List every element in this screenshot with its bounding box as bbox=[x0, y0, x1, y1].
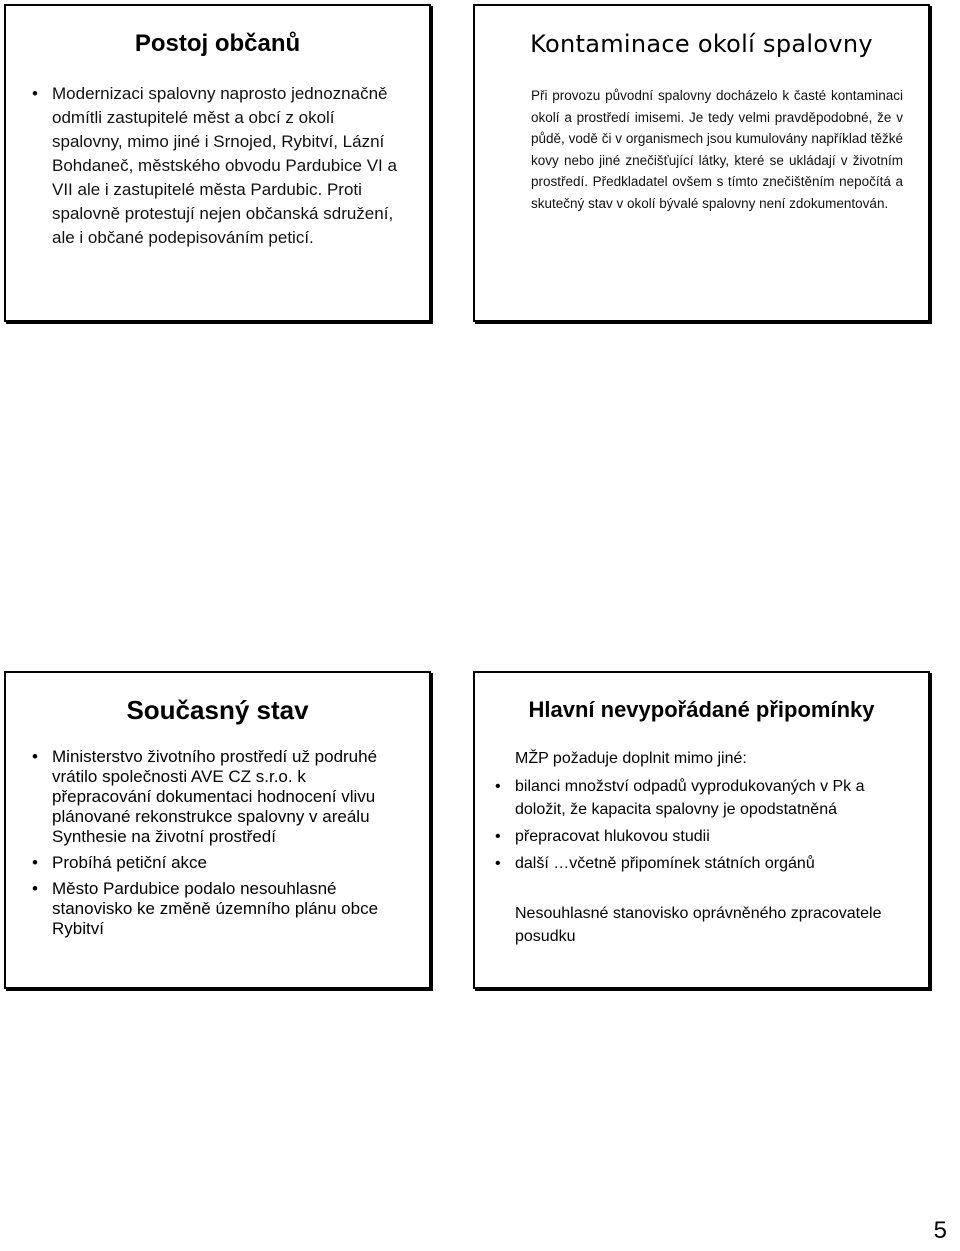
bullet-list bbox=[491, 775, 891, 879]
slide-title: Hlavní nevypořádané připomínky bbox=[528, 697, 875, 722]
bullet-list bbox=[28, 747, 408, 945]
slide-title: Současný stav bbox=[126, 695, 309, 725]
bullet-item: • Město Pardubice podalo nesouhlasné stanovisko ke změně územního plánu obce Rybitví bbox=[28, 879, 408, 939]
bullet-item: • Modernizaci spalovny naprosto jednoznačně odmítli zastupitelé měst a obcí z okolí spalovny, mimo jiné i Srnojed, Rybitví, Lázní Bohdaneč, městského obvodu Pardubice VI a VII ale i zastupitelé města Pardubic. Proti spalovně protestují nejen občanská sdružení, ale i občané podepisováním peticí. bbox=[28, 82, 408, 250]
bullet-item: • bilanci množství odpadů vyprodukovaných v Pk a doložit, že kapacita spalovny je opodstatněná bbox=[491, 775, 891, 821]
bullet-item: • Ministerstvo životního prostředí už podruhé vrátilo společnosti AVE CZ s.r.o. k přepracování dokumentaci hodnocení vlivu plánované rekonstrukce spalovny v areálu Synthesie na životní prostředí bbox=[28, 747, 408, 847]
slide-kontaminace bbox=[473, 4, 930, 322]
body-paragraph: Při provozu původní spalovny docházelo k časté kontaminaci okolí a prostředí imisemi. Je tedy velmi pravděpodobné, že v půdě, vodě či v organismech jsou kumulovány například těžké kovy nebo jiné znečišťující látky, které se ukládají v životním prostředí. Předkladatel ovšem s tímto znečištěním nepočítá a skutečný stav v okolí bývalé spalovny není zdokumentován. bbox=[531, 88, 903, 211]
lead-text: MŽP požaduje doplnit mimo jiné: bbox=[515, 750, 747, 767]
slide-title: Kontaminace okolí spalovny bbox=[530, 30, 873, 58]
slide-title: Postoj občanů bbox=[134, 30, 301, 57]
closing-text: Nesouhlasné stanovisko oprávněného zpracovatele posudku bbox=[515, 905, 882, 945]
slide-soucasny-stav bbox=[4, 671, 431, 989]
bullet-item: • Probíhá petiční akce bbox=[28, 853, 408, 873]
slide-postoj-obcanu bbox=[4, 4, 431, 322]
bullet-item: • přepracovat hlukovou studii bbox=[491, 825, 891, 848]
bullet-list bbox=[28, 82, 408, 250]
bullet-item: • další …včetně připomínek státních orgánů bbox=[491, 852, 891, 875]
page-number: 5 bbox=[933, 1217, 947, 1244]
slide-pripominky bbox=[473, 671, 930, 989]
